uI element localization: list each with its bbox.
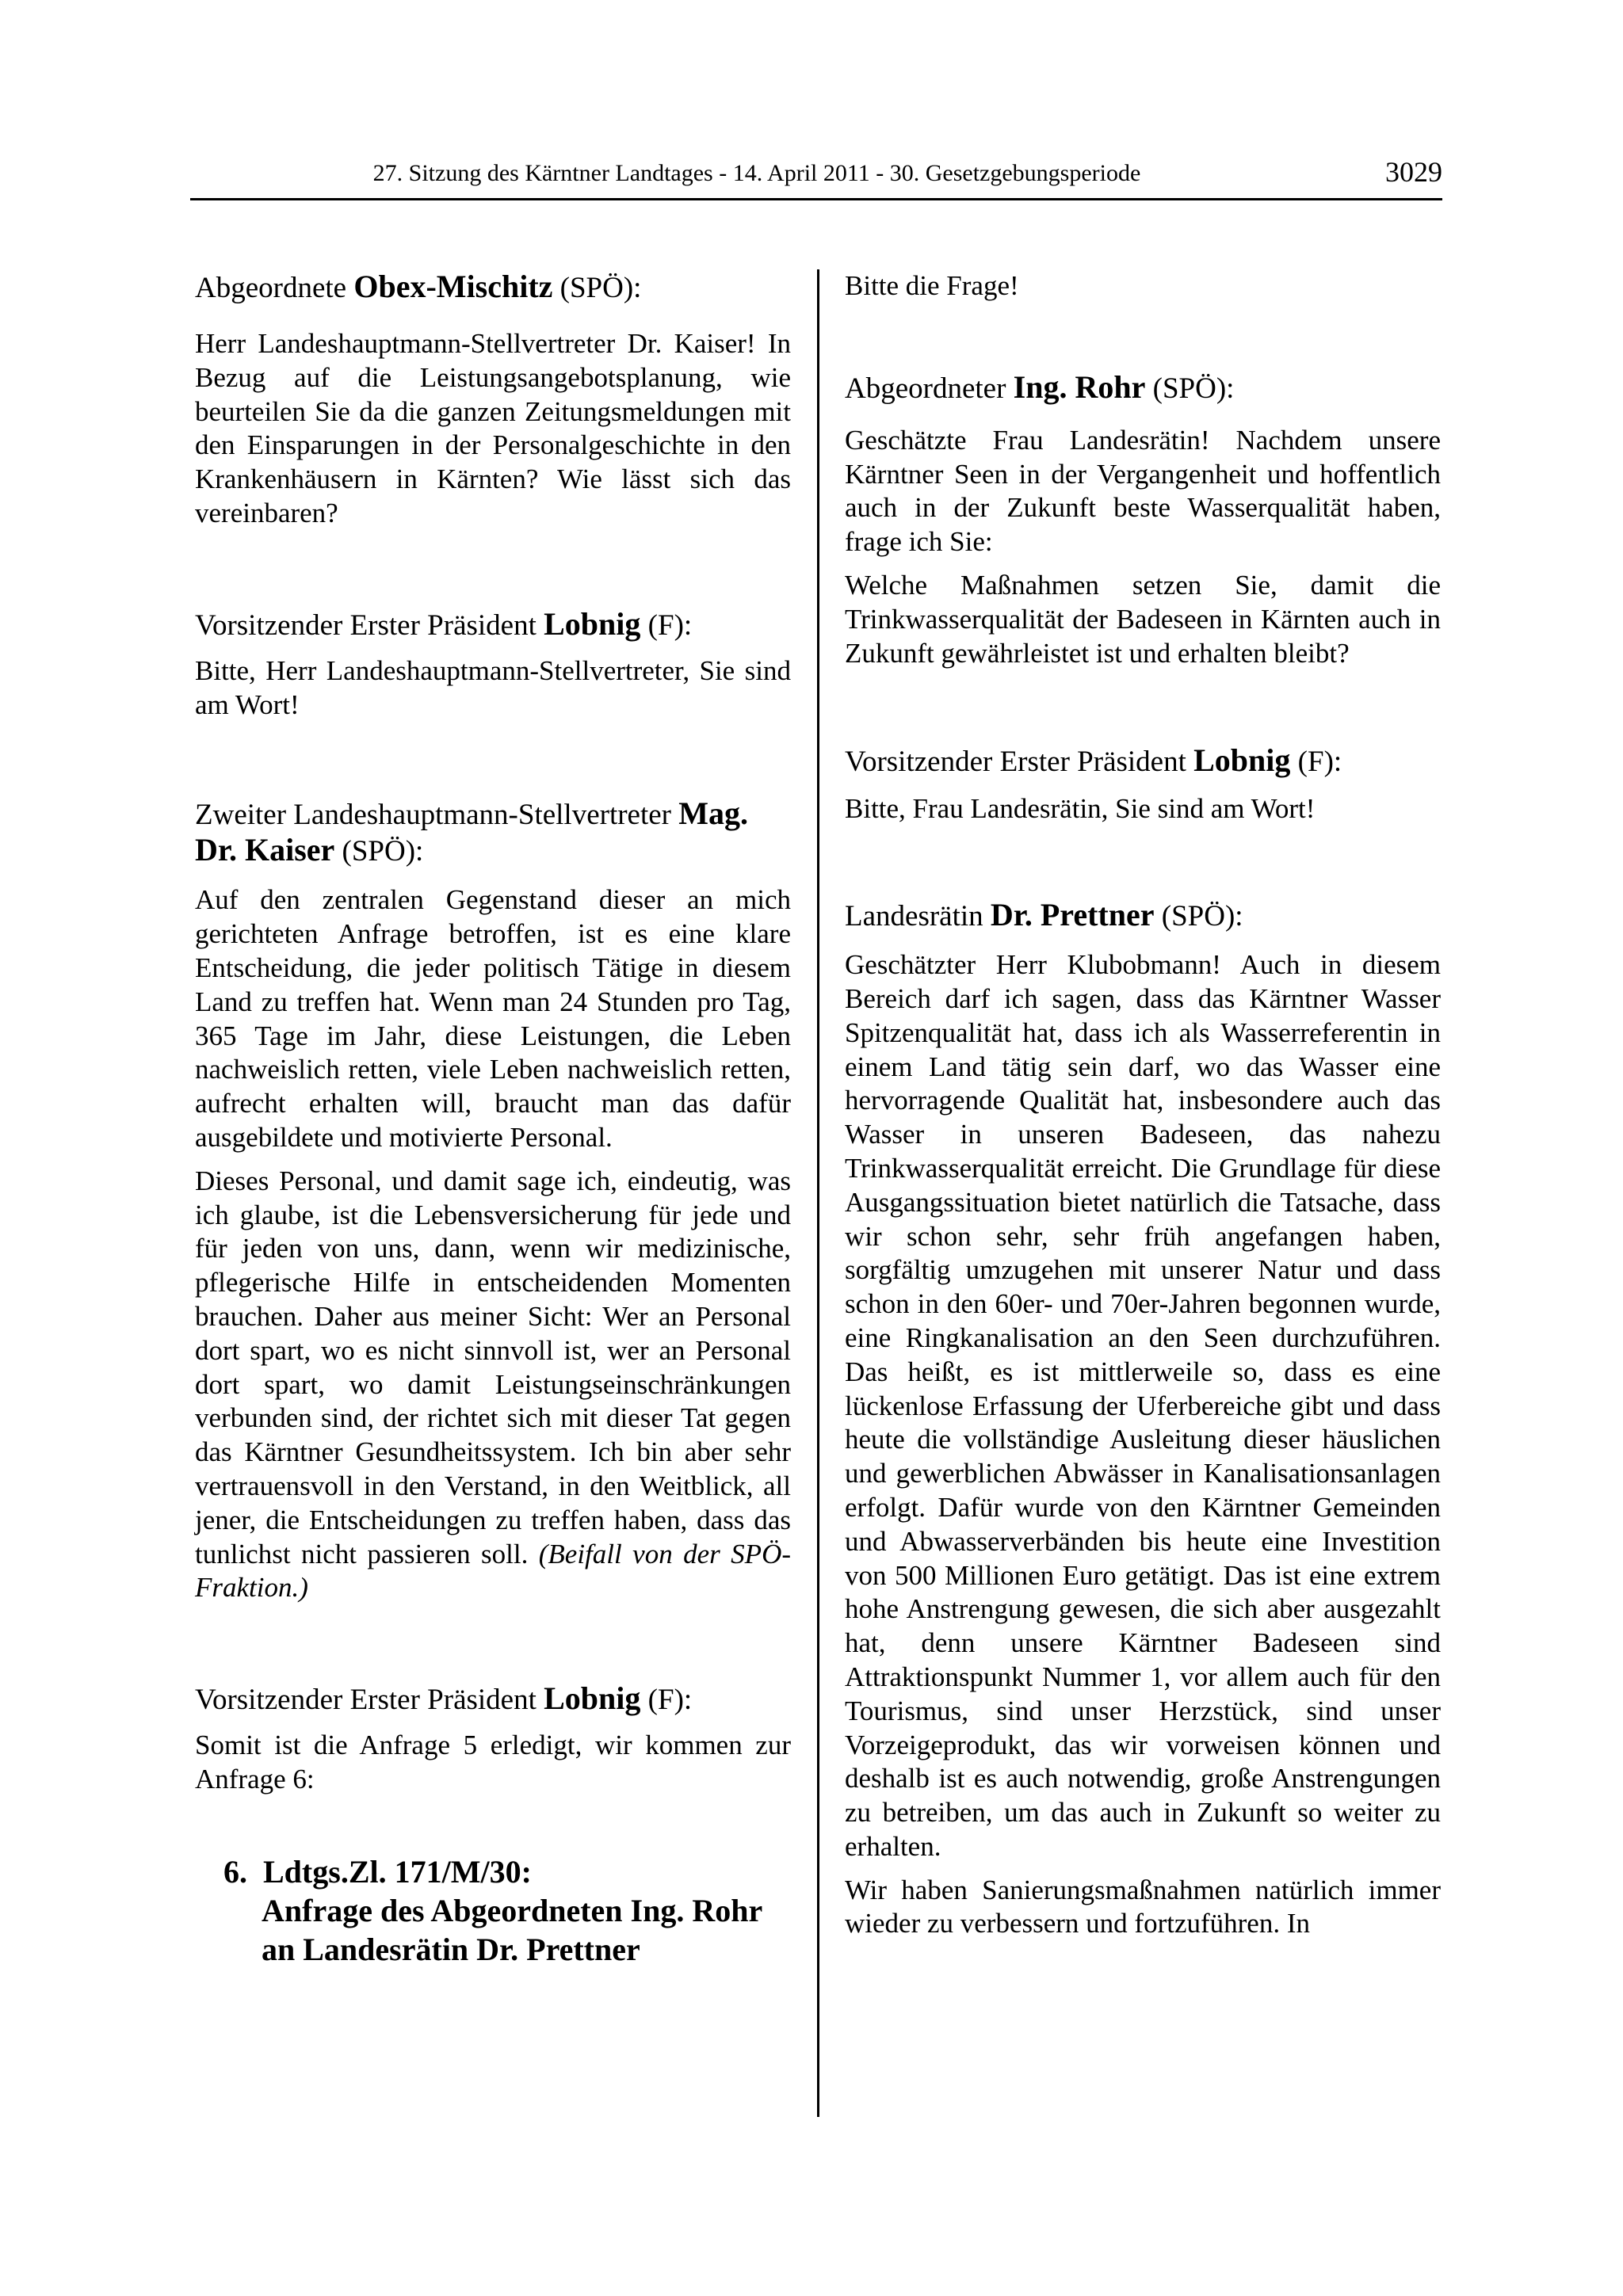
speaker-party: (SPÖ):	[1145, 372, 1235, 405]
speaker-heading	[195, 607, 791, 643]
speaker-heading	[195, 1681, 791, 1718]
speaker-name: Lobnig	[1193, 742, 1291, 779]
speaker-party: (SPÖ):	[552, 272, 642, 304]
speech-paragraph: Auf den zentralen Gegenstand dieser an mich gerichteten Anfrage betroffen, ist es eine klare Entscheidung, die jeder politisch Tätige in diesem Land zu treffen hat. Wenn man 24 Stunden pro Tag, 365 Tage im Jahr, diese Leistungen, die Leben nachweislich retten, viele Leben nachweislich retten, aufrecht erhalten will, braucht man das dafür ausgebildete und motivierte Personal.	[195, 884, 791, 1153]
speaker-role: Abgeordneter	[845, 372, 1014, 405]
agenda-title: Anfrage des Abgeordneten Ing. Rohr	[262, 1892, 763, 1928]
speaker-name: Lobnig	[544, 605, 641, 642]
speech-paragraph: Welche Maßnahmen setzen Sie, damit die Trinkwasserqualität der Badeseen in Kärnten auch in Zukunft gewährleistet ist und erhalten bleibt?	[845, 569, 1441, 669]
speech-paragraph: Somit ist die Anfrage 5 erledigt, wir kommen zur Anfrage 6:	[195, 1730, 791, 1794]
page-header	[190, 154, 1442, 200]
agenda-reference: Ldtgs.Zl. 171/M/30:	[263, 1853, 532, 1890]
column-divider	[817, 269, 819, 2117]
speaker-role: Vorsitzender Erster Präsident	[195, 1684, 544, 1717]
speech-paragraph: Geschätzter Herr Klubobmann! Auch in diesem Bereich darf ich sagen, dass das Kärntner Wasser Spitzenqualität hat, dass ich als Wasserreferentin in einem Land tätig sein darf, wo das Wasser eine hervorragende Qualität hat, insbesondere auch das Wasser in unseren Badeseen, das nahezu Trinkwasserqualität erreicht. Die Grundlage für diese Ausgangssituation bietet natürlich die Tatsache, dass wir schon sehr, sehr früh angefangen haben, sorgfältig umzugehen mit unserer Natur und dass schon in den 60er- und 70er-Jahren begonnen wurde, eine Ringkanalisation an den Seen durchzuführen. Das heißt, es ist mittlerweile so, dass es eine lückenlose Erfassung der Uferbereiche gibt und dass heute die vollständige Ausleitung dieser häuslichen und gewerblichen Abwässer in Kanalisationsanlagen erfolgt. Dafür wurde von den Kärntner Gemeinden und Abwasserverbänden bis heute eine Investition von 500 Millionen Euro getätigt. Das ist eine extrem hohe Anstrengung gewesen, die sich aber ausgezahlt hat, denn unsere Kärntner Badeseen sind Attraktionspunkt Nummer 1, vor allem auch für den Tourismus, sind unser Herzstück, sind unser Vorzeigeprodukt, das wir vorweisen können und deshalb ist es auch notwendig, große Anstrengungen zu betreiben, um das auch in Zukunft so weiter zu erhalten.	[845, 949, 1441, 1862]
speaker-heading	[845, 743, 1441, 780]
speaker-name: Dr. Prettner	[990, 897, 1155, 933]
right-column	[845, 269, 1441, 1941]
speaker-party: (SPÖ):	[334, 835, 424, 868]
speaker-heading	[845, 898, 1441, 934]
left-column	[195, 269, 791, 1969]
speech-paragraph: Wir haben Sanierungsmaßnahmen natürlich immer wieder zu verbessern und fortzuführen. In	[845, 1874, 1441, 1939]
speech-paragraph: Geschätzte Frau Landesrätin! Nachdem unsere Kärntner Seen in der Vergangenheit und hoffentlich auch in der Zukunft beste Wasserqualität haben, frage ich Sie:	[845, 424, 1441, 558]
speech-paragraph: Bitte die Frage!	[845, 270, 1019, 301]
agenda-title: an Landesrätin Dr. Prettner	[262, 1931, 640, 1967]
speech-paragraph: Herr Landeshauptmann-Stellvertreter Dr. Kaiser! In Bezug auf die Leistungsangebotsplanung, wie beurteilen Sie da die ganzen Zeitungsmeldungen mit den Einsparungen in der Personalgeschichte in den Krankenhäusern in Kärnten? Wie lässt sich das vereinbaren?	[195, 328, 791, 528]
speaker-name: Obex-Mischitz	[353, 269, 553, 304]
speaker-party: (SPÖ):	[1154, 900, 1243, 933]
speaker-role: Landesrätin	[845, 900, 991, 933]
agenda-item	[195, 1852, 791, 1969]
speaker-role: Vorsitzender Erster Präsident	[845, 746, 1194, 779]
speaker-role: Vorsitzender Erster Präsident	[195, 608, 544, 642]
speaker-party: (F):	[1290, 746, 1342, 779]
speaker-role: Abgeordnete	[195, 272, 354, 304]
speaker-party: (F):	[640, 608, 693, 642]
speaker-name: Mag. Dr. Kaiser	[195, 795, 749, 868]
speaker-role: Zweiter Landeshauptmann-Stellvertreter	[195, 799, 679, 832]
page-number: 3029	[1385, 156, 1442, 188]
speech-paragraph: Bitte, Frau Landesrätin, Sie sind am Wort!	[845, 793, 1316, 825]
speaker-heading	[195, 269, 791, 306]
agenda-number: 6.	[223, 1853, 247, 1890]
speaker-name: Ing. Rohr	[1013, 368, 1146, 405]
speech-paragraph: Dieses Personal, und damit sage ich, eindeutig, was ich glaube, ist die Lebensversicherung für jede und für jeden von uns, dann, wenn wir medizinische, pflegerische Hilfe in entscheidenden Momenten brauchen. Daher aus meiner Sicht: Wer an Personal dort spart, wo es nicht sinnvoll ist, wer an Personal dort spart, wo damit Leistungseinschränkungen verbunden sind, der richtet sich mit dieser Tat gegen das Kärntner Gesundheitssystem. Ich bin aber sehr vertrauensvoll in den Verstand, in den Weitblick, all jener, die Entscheidungen zu treffen haben, dass das tunlichst nicht passieren soll. (Beifall von der SPÖ-Fraktion.)	[195, 1165, 791, 1604]
speaker-heading	[845, 370, 1441, 406]
header-title: 27. Sitzung des Kärntner Landtages - 14. April 2011 - 30. Gesetzgebungsperiode	[372, 160, 1141, 186]
speaker-name: Lobnig	[544, 1680, 641, 1717]
applause-note: (Beifall von der SPÖ-Fraktion.)	[195, 1538, 791, 1604]
speaker-heading	[195, 796, 791, 869]
speaker-party: (F):	[640, 1684, 693, 1717]
speech-paragraph: Bitte, Herr Landeshauptmann-Stellvertreter, Sie sind am Wort!	[195, 654, 791, 720]
